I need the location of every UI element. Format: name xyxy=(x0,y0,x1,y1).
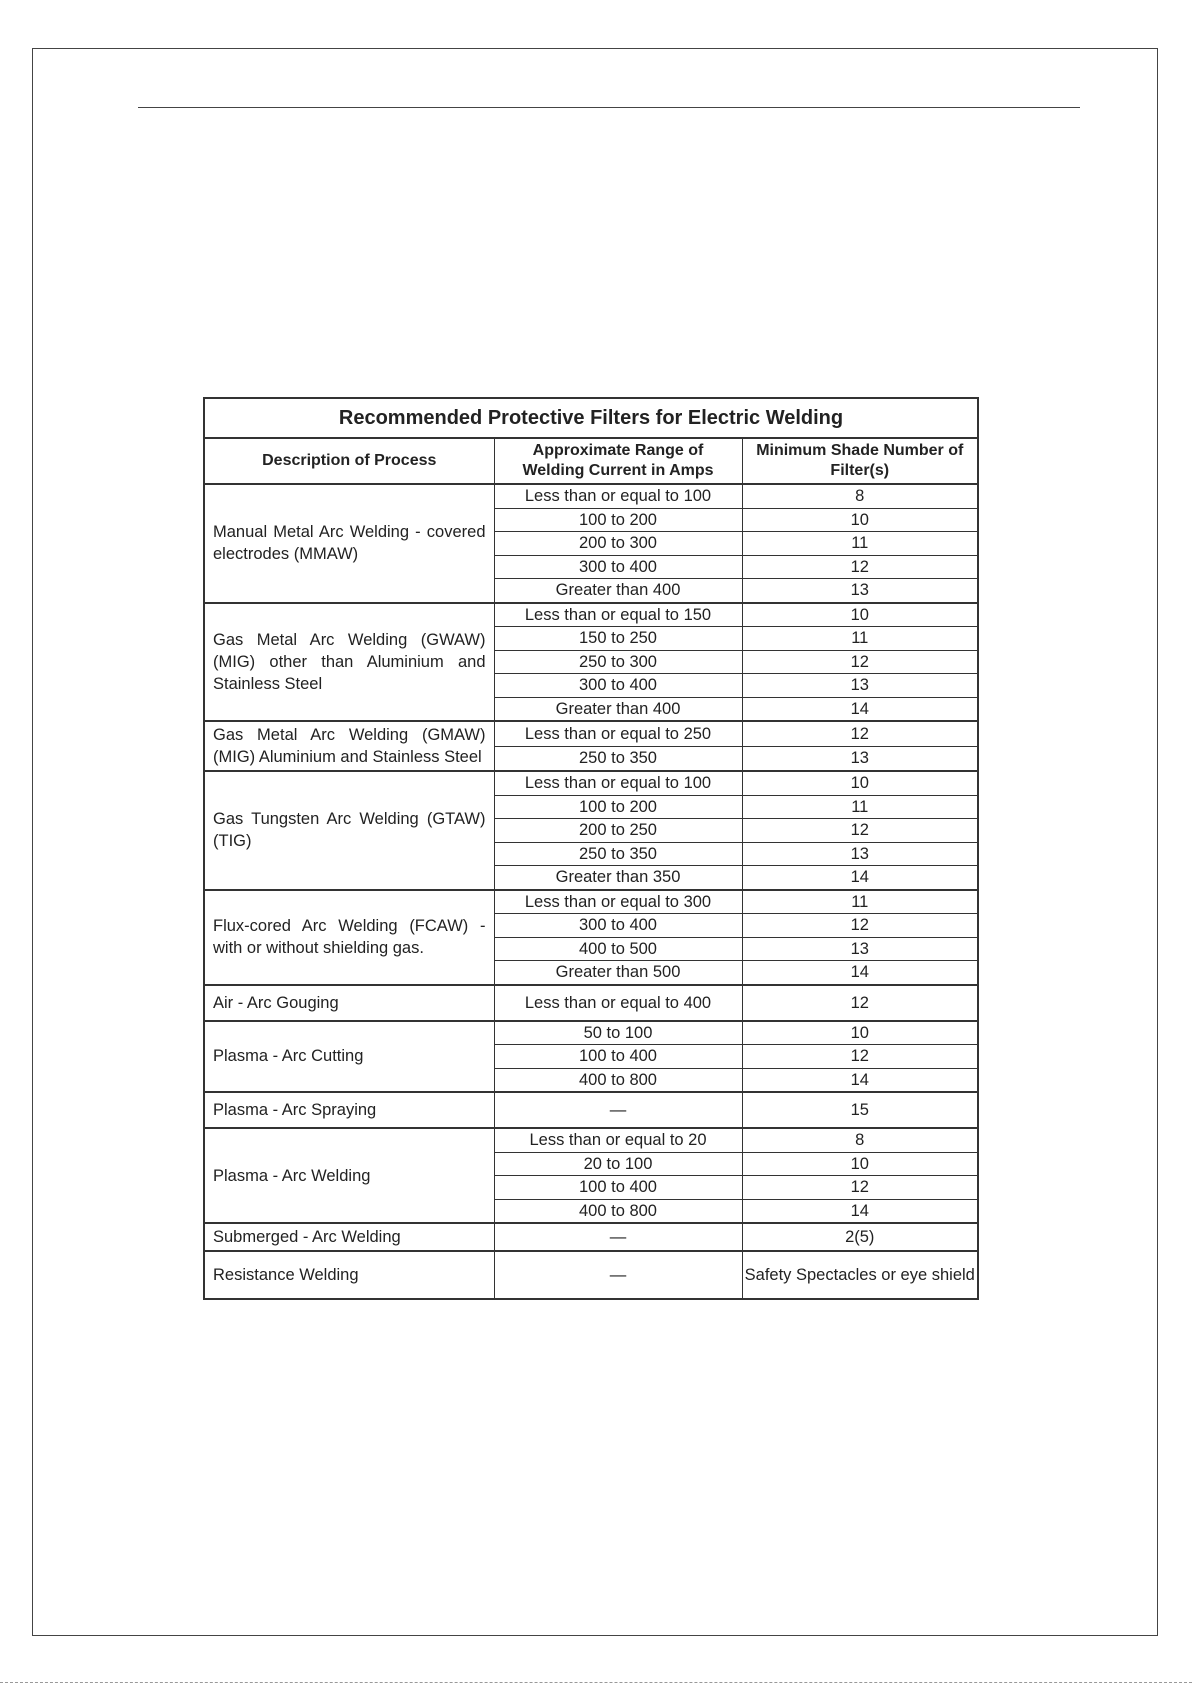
header-process: Description of Process xyxy=(204,438,494,484)
shade-number-cell: 14 xyxy=(742,1068,978,1092)
process-description: Plasma - Arc Cutting xyxy=(204,1021,494,1093)
shade-number-cell: 10 xyxy=(742,771,978,795)
current-range-cell: Less than or equal to 150 xyxy=(494,603,742,627)
current-range-cell: Greater than 400 xyxy=(494,579,742,603)
current-range-cell: 200 to 250 xyxy=(494,819,742,843)
shade-number-cell: 15 xyxy=(742,1092,978,1128)
current-range-cell: Less than or equal to 400 xyxy=(494,985,742,1021)
current-range-cell: Less than or equal to 100 xyxy=(494,484,742,508)
process-description: Plasma - Arc Spraying xyxy=(204,1092,494,1128)
current-range-cell: 400 to 800 xyxy=(494,1068,742,1092)
table-row xyxy=(204,1021,978,1045)
shade-number-cell: 11 xyxy=(742,532,978,556)
current-range-cell: 100 to 400 xyxy=(494,1176,742,1200)
table-row xyxy=(204,1128,978,1152)
header-shade-number: Minimum Shade Number of Filter(s) xyxy=(742,438,978,484)
current-range-cell: — xyxy=(494,1092,742,1128)
shade-number-cell: 13 xyxy=(742,674,978,698)
shade-number-cell: 11 xyxy=(742,627,978,651)
current-range-cell: 100 to 200 xyxy=(494,508,742,532)
process-group xyxy=(204,1092,978,1128)
shade-number-cell: 14 xyxy=(742,961,978,985)
current-range-cell: 250 to 350 xyxy=(494,746,742,771)
shade-number-cell: 10 xyxy=(742,603,978,627)
process-group xyxy=(204,603,978,722)
current-range-cell: 250 to 350 xyxy=(494,842,742,866)
page-break-line xyxy=(0,1682,1192,1683)
process-group xyxy=(204,1021,978,1093)
shade-number-cell: 14 xyxy=(742,697,978,721)
current-range-cell: Greater than 500 xyxy=(494,961,742,985)
process-group xyxy=(204,890,978,985)
protective-filters-table xyxy=(203,397,979,1300)
process-description: Gas Metal Arc Welding (GMAW) (MIG) Aluminium and Stainless Steel xyxy=(204,721,494,771)
table-row xyxy=(204,985,978,1021)
shade-number-cell: 12 xyxy=(742,1045,978,1069)
shade-number-cell: 10 xyxy=(742,1021,978,1045)
shade-number-cell: 8 xyxy=(742,1128,978,1152)
current-range-cell: 300 to 400 xyxy=(494,555,742,579)
process-description: Submerged - Arc Welding xyxy=(204,1223,494,1251)
current-range-cell: Greater than 400 xyxy=(494,697,742,721)
process-group xyxy=(204,721,978,771)
header-rule xyxy=(138,107,1080,108)
process-group xyxy=(204,771,978,890)
shade-number-cell: 12 xyxy=(742,914,978,938)
process-group xyxy=(204,985,978,1021)
process-description: Gas Tungsten Arc Welding (GTAW) (TIG) xyxy=(204,771,494,890)
shade-number-cell: 10 xyxy=(742,1152,978,1176)
current-range-cell: 200 to 300 xyxy=(494,532,742,556)
table-title: Recommended Protective Filters for Electric Welding xyxy=(204,398,978,438)
process-description: Air - Arc Gouging xyxy=(204,985,494,1021)
table-row xyxy=(204,484,978,508)
current-range-cell: 100 to 400 xyxy=(494,1045,742,1069)
shade-number-cell: 12 xyxy=(742,721,978,746)
process-group xyxy=(204,1128,978,1223)
current-range-cell: 20 to 100 xyxy=(494,1152,742,1176)
shade-number-cell: 13 xyxy=(742,746,978,771)
shade-number-cell: Safety Spectacles or eye shield xyxy=(742,1251,978,1299)
shade-number-cell: 10 xyxy=(742,508,978,532)
shade-number-cell: 12 xyxy=(742,819,978,843)
current-range-cell: Less than or equal to 300 xyxy=(494,890,742,914)
header-current-range: Approximate Range of Welding Current in Amps xyxy=(494,438,742,484)
current-range-cell: Less than or equal to 20 xyxy=(494,1128,742,1152)
current-range-cell: Greater than 350 xyxy=(494,866,742,890)
current-range-cell: 400 to 800 xyxy=(494,1199,742,1223)
shade-number-cell: 13 xyxy=(742,842,978,866)
current-range-cell: 150 to 250 xyxy=(494,627,742,651)
current-range-cell: — xyxy=(494,1251,742,1299)
current-range-cell: — xyxy=(494,1223,742,1251)
current-range-cell: 300 to 400 xyxy=(494,674,742,698)
current-range-cell: Less than or equal to 100 xyxy=(494,771,742,795)
shade-number-cell: 12 xyxy=(742,985,978,1021)
table-row xyxy=(204,771,978,795)
process-description: Plasma - Arc Welding xyxy=(204,1128,494,1223)
process-description: Flux-cored Arc Welding (FCAW) -with or without shielding gas. xyxy=(204,890,494,985)
protective-filters-table-container xyxy=(203,397,977,1300)
table-row xyxy=(204,1223,978,1251)
current-range-cell: Less than or equal to 250 xyxy=(494,721,742,746)
current-range-cell: 400 to 500 xyxy=(494,937,742,961)
table-row xyxy=(204,603,978,627)
shade-number-cell: 11 xyxy=(742,795,978,819)
table-row xyxy=(204,890,978,914)
process-group xyxy=(204,1251,978,1299)
shade-number-cell: 11 xyxy=(742,890,978,914)
current-range-cell: 50 to 100 xyxy=(494,1021,742,1045)
table-row xyxy=(204,1092,978,1128)
shade-number-cell: 13 xyxy=(742,937,978,961)
current-range-cell: 300 to 400 xyxy=(494,914,742,938)
current-range-cell: 250 to 300 xyxy=(494,650,742,674)
shade-number-cell: 14 xyxy=(742,1199,978,1223)
shade-number-cell: 14 xyxy=(742,866,978,890)
process-group xyxy=(204,484,978,603)
current-range-cell: 100 to 200 xyxy=(494,795,742,819)
process-description: Resistance Welding xyxy=(204,1251,494,1299)
table-row xyxy=(204,1251,978,1299)
process-group xyxy=(204,1223,978,1251)
shade-number-cell: 12 xyxy=(742,650,978,674)
shade-number-cell: 12 xyxy=(742,555,978,579)
shade-number-cell: 8 xyxy=(742,484,978,508)
table-row xyxy=(204,721,978,746)
shade-number-cell: 13 xyxy=(742,579,978,603)
process-description: Gas Metal Arc Welding (GWAW) (MIG) other than Aluminium and Stainless Steel xyxy=(204,603,494,722)
shade-number-cell: 12 xyxy=(742,1176,978,1200)
shade-number-cell: 2(5) xyxy=(742,1223,978,1251)
process-description: Manual Metal Arc Welding - covered electrodes (MMAW) xyxy=(204,484,494,603)
